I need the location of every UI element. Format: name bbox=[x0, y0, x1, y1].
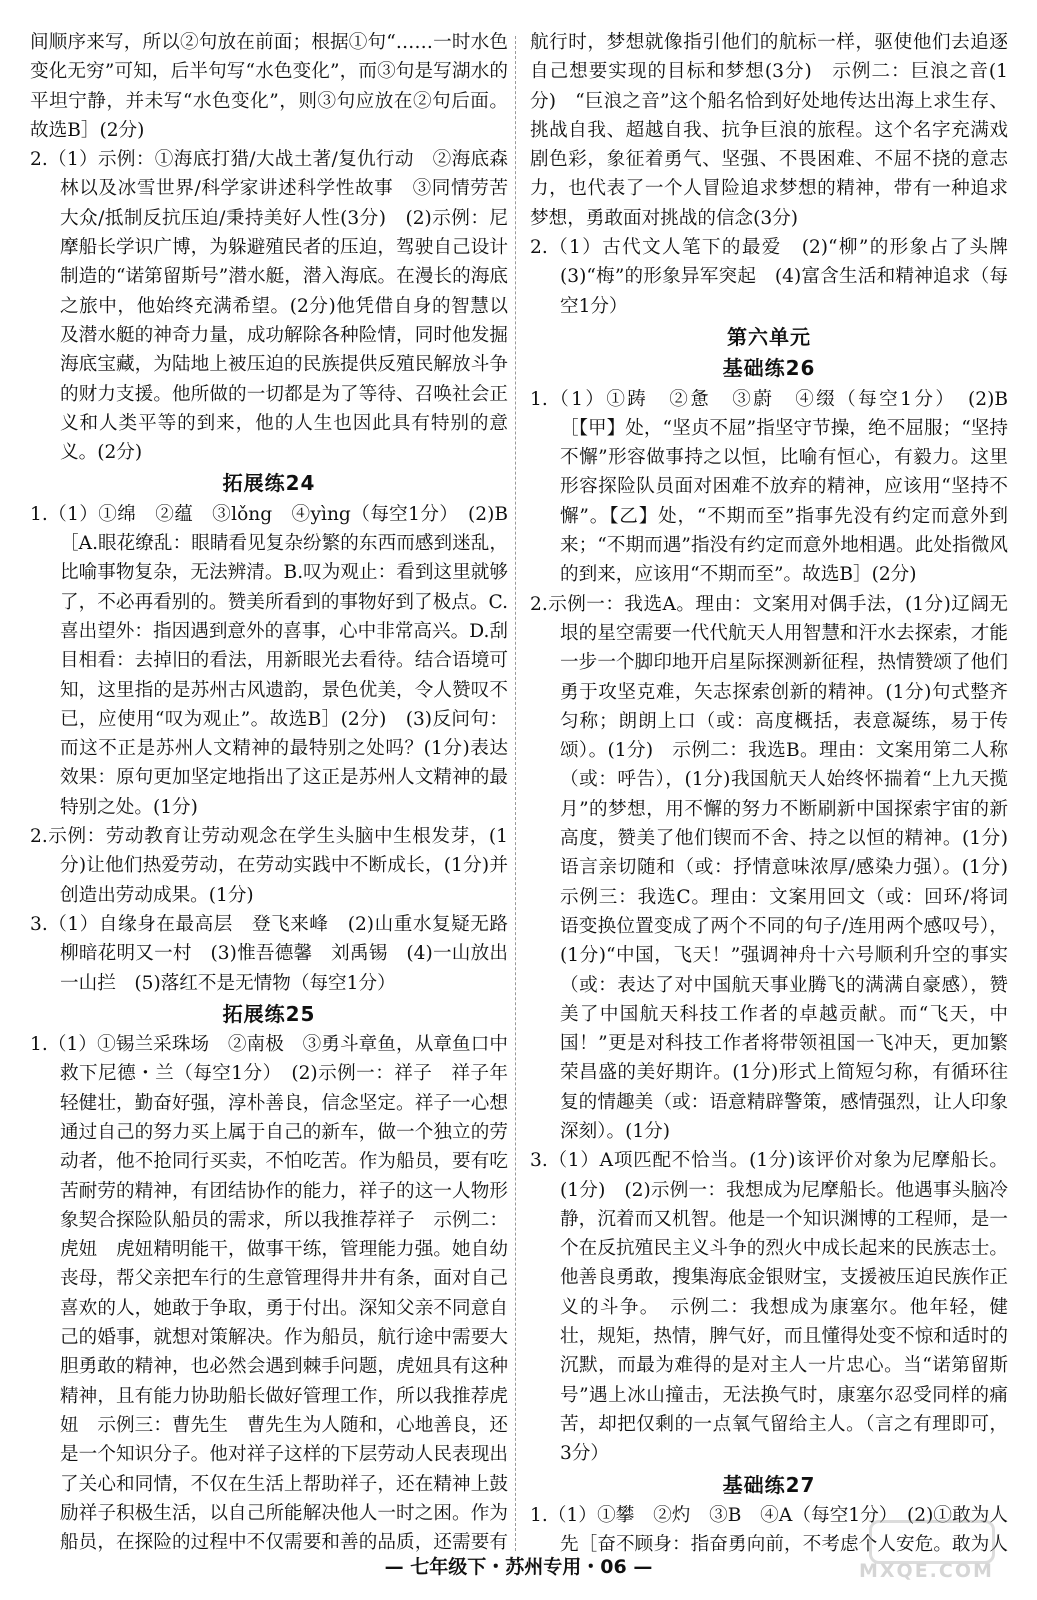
answer-item: 1.（1）①踌 ②惫 ③蔚 ④缀（每空1分） (2)B［【甲】处，“坚贞不屈”指坚守节操，绝不屈服；“坚持不懈”形容做事持之以恒，比喻有恒心，有毅力。这里形容探险队员面对困难不放弃的精神，应该用“坚持不懈”。【乙】处，“不期而至”指事先没有约定而意外到来；“不期而遇”指没有约定而意外地相遇。此处指微风的到来，应该用“不期而至”。故选B］(2分) bbox=[530, 388, 1008, 586]
answer-item: 1.（1）①锡兰采珠场 ②南极 ③勇斗章鱼，从章鱼口中救下尼德・兰（每空1分） (2)示例一：祥子 祥子年轻健壮，勤奋好强，淳朴善良，信念坚定。祥子一心想通过自己的努力买上属于自己的新车，做一个独立的劳动者，他不抢同行买卖，不怕吃苦。作为船员，要有吃苦耐劳的精神，有团结协作的能力，祥子的这一人物形象契合探险队船员的需求，所以我推荐祥子 示例二：虎妞 虎妞精明能干，做事干练，管理能力强。她自幼丧母，帮父亲把车行的生意管理得井井有条，面对自己喜欢的人，她敢于争取，勇于付出。深知父亲不同意自己的婚事，就想对策解决。作为船员，航行途中需要大胆勇敢的精神，也必然会遇到棘手问题，虎妞具有这种精神，且有能力协助船长做好管理工作，所以我推荐虎妞 示例三：曹先生 曹先生为人随和，心地善良，还是一个知识分子。他对祥子这样的下层劳动人民表现出了关心和同情，不仅在生活上帮助祥子，还在精神上鼓励祥子积极生活，以自己所能解决他人一时之困。作为船员，在探险的过程中不仅需要和善的品质，还需要有 bbox=[30, 1034, 508, 1554]
answer-item: 2.（1）示例：①海底打猎/大战土著/复仇行动 ②海底森林以及冰雪世界/科学家讲述科学性故事 ③同情劳苦大众/抵制反抗压迫/秉持美好人性(3分) (2)示例：尼摩船长学识广博，为躲避殖民者的压迫，驾驶自己设计制造的“诺第留斯号”潜水艇，潜入海底。在漫长的海底之旅中，他始终充满希望。(2分)他凭借自身的智慧以及潜水艇的神奇力量，成功解除各种险情，同时他发掘海底宝藏，为陆地上被压迫的民族提供反殖民解放斗争的财力支援。他所做的一切都是为了等待、召唤社会正义和人类平等的到来，他的人生也因此具有特别的意义。(2分) bbox=[30, 149, 508, 464]
section-heading: 第六单元 bbox=[727, 324, 811, 349]
right-column bbox=[530, 28, 1008, 1558]
answer-item: 2.示例：劳动教育让劳动观念在学生头脑中生根发芽，(1分)让他们热爱劳动，在劳动实践中不断成长，(1分)并创造出劳动成果。(1分) bbox=[30, 826, 508, 906]
section-heading: 拓展练25 bbox=[222, 1001, 316, 1026]
page-footer: — 七年级下・苏州专用・06 — bbox=[384, 1556, 653, 1578]
answer-item: 3.（1）自缘身在最高层 登飞来峰 (2)山重水复疑无路 柳暗花明又一村 (3)惟吾德馨 刘禹锡 (4)一山放出一山拦 (5)落红不是无情物（每空1分） bbox=[30, 913, 508, 994]
watermark-text: MXQE.COM bbox=[859, 1560, 994, 1582]
answer-item: 1.（1）①绵 ②蕴 ③lǒng ④yìng（每空1分） (2)B［A.眼花缭乱：眼睛看见复杂纷繁的东西而感到迷乱，比喻事物复杂，无法辨清。B.叹为观止：看到这里就够了，不必再看别的。赞美所看到的事物好到了极点。C.喜出望外：指因遇到意外的喜事，心中非常高兴。D.刮目相看：去掉旧的看法，用新眼光去看待。结合语境可知，这里指的是苏州古风遗韵，景色优美，令人赞叹不已，应使用“叹为观止”。故选B］(2分) (3)反问句：而这不正是苏州人文精神的最特别之处吗？(1分)表达效果：原句更加坚定地指出了这正是苏州人文精神的最特别之处。(1分) bbox=[30, 503, 508, 818]
left-column bbox=[30, 28, 508, 1558]
answer-paragraph: 间顺序来写，所以②句放在前面；根据①句“……一时水色变化无穷”可知，后半句写“水色变化”，而③句是写湖水的平坦宁静，并未写“水色变化”，则③句应放在②句后面。故选B］(2分) bbox=[30, 32, 508, 141]
answer-item: 3.（1）A项匹配不恰当。(1分)该评价对象为尼摩船长。(1分) (2)示例一：我想成为尼摩船长。他遇事头脑冷静，沉着而又机智。他是一个知识渊博的工程师，是一个在反抗殖民主义斗争的烈火中成长起来的民族志士。他善良勇敢，搜集海底金银财宝，支援被压迫民族作正义的斗争。 示例二：我想成为康塞尔。他年轻，健壮，规矩，热情，脾气好，而且懂得处变不惊和适时的沉默，而最为难得的是对主人一片忠心。当“诺第留斯号”遇上冰山撞击，无法换气时，康塞尔忍受同样的痛苦，却把仅剩的一点氧气留给主人。（言之有理即可，3分） bbox=[530, 1150, 1008, 1465]
watermark bbox=[829, 1520, 1019, 1590]
section-heading: 拓展练24 bbox=[222, 471, 316, 496]
answer-item: 1.（1）①攀 ②灼 ③B ④A（每空1分） (2)①敢为人先［奋不顾身：指奋勇向前，不考虑个人安危。敢为人 bbox=[530, 1504, 1008, 1556]
watermark-logo-icon bbox=[869, 1520, 995, 1564]
section-heading: 基础练26 bbox=[722, 356, 816, 381]
section-heading: 基础练27 bbox=[722, 1472, 816, 1497]
answer-item: 2.（1）古代文人笔下的最爱 (2)“柳”的形象占了头牌 (3)“梅”的形象异军突起 (4)富含生活和精神追求（每空1分） bbox=[530, 237, 1008, 317]
answer-item: 2.示例一：我选A。理由：文案用对偶手法，(1分)辽阔无垠的星空需要一代代航天人用智慧和汗水去探索，才能一步一个脚印地开启星际探测新征程，热情赞颂了他们勇于攻坚克难，矢志探索创新的精神。(1分)句式整齐匀称；朗朗上口（或：高度概括，表意凝练，易于传颂）。(1分) 示例二：我选B。理由：文案用第二人称（或：呼告），(1分)我国航天人始终怀揣着“上九天揽月”的梦想，用不懈的努力不断刷新中国探索宇宙的新高度，赞美了他们锲而不舍、持之以恒的精神。(1分)语言亲切随和（或：抒情意味浓厚/感染力强）。(1分) 示例三：我选C。理由：文案用回文（或：回环/将词语变换位置变成了两个不同的句子/连用两个感叹号），(1分)“中国，飞天！”强调神舟十六号顺利升空的事实（或：表达了对中国航天事业腾飞的满满自豪感），赞美了中国航天科技工作者的卓越贡献。而“飞天，中国！”更是对科技工作者将带领祖国一飞冲天，更加繁荣昌盛的美好期许。(1分)形式上简短匀称，有循环往复的情趣美（或：语意精辟警策，感情强烈，让人印象深刻）。(1分) bbox=[530, 593, 1008, 1142]
column-divider bbox=[515, 36, 516, 1551]
answer-paragraph: 航行时，梦想就像指引他们的航标一样，驱使他们去追逐自己想要实现的目标和梦想(3分) 示例二：巨浪之音(1分) “巨浪之音”这个船名恰到好处地传达出海上求生存、挑战自我、超越自我、抗争巨浪的旅程。这个名字充满戏剧色彩，象征着勇气、坚强、不畏困难、不屈不挠的意志力，也代表了一个人冒险追求梦想的精神，带有一种追求梦想，勇敢面对挑战的信念(3分) bbox=[530, 32, 1008, 229]
